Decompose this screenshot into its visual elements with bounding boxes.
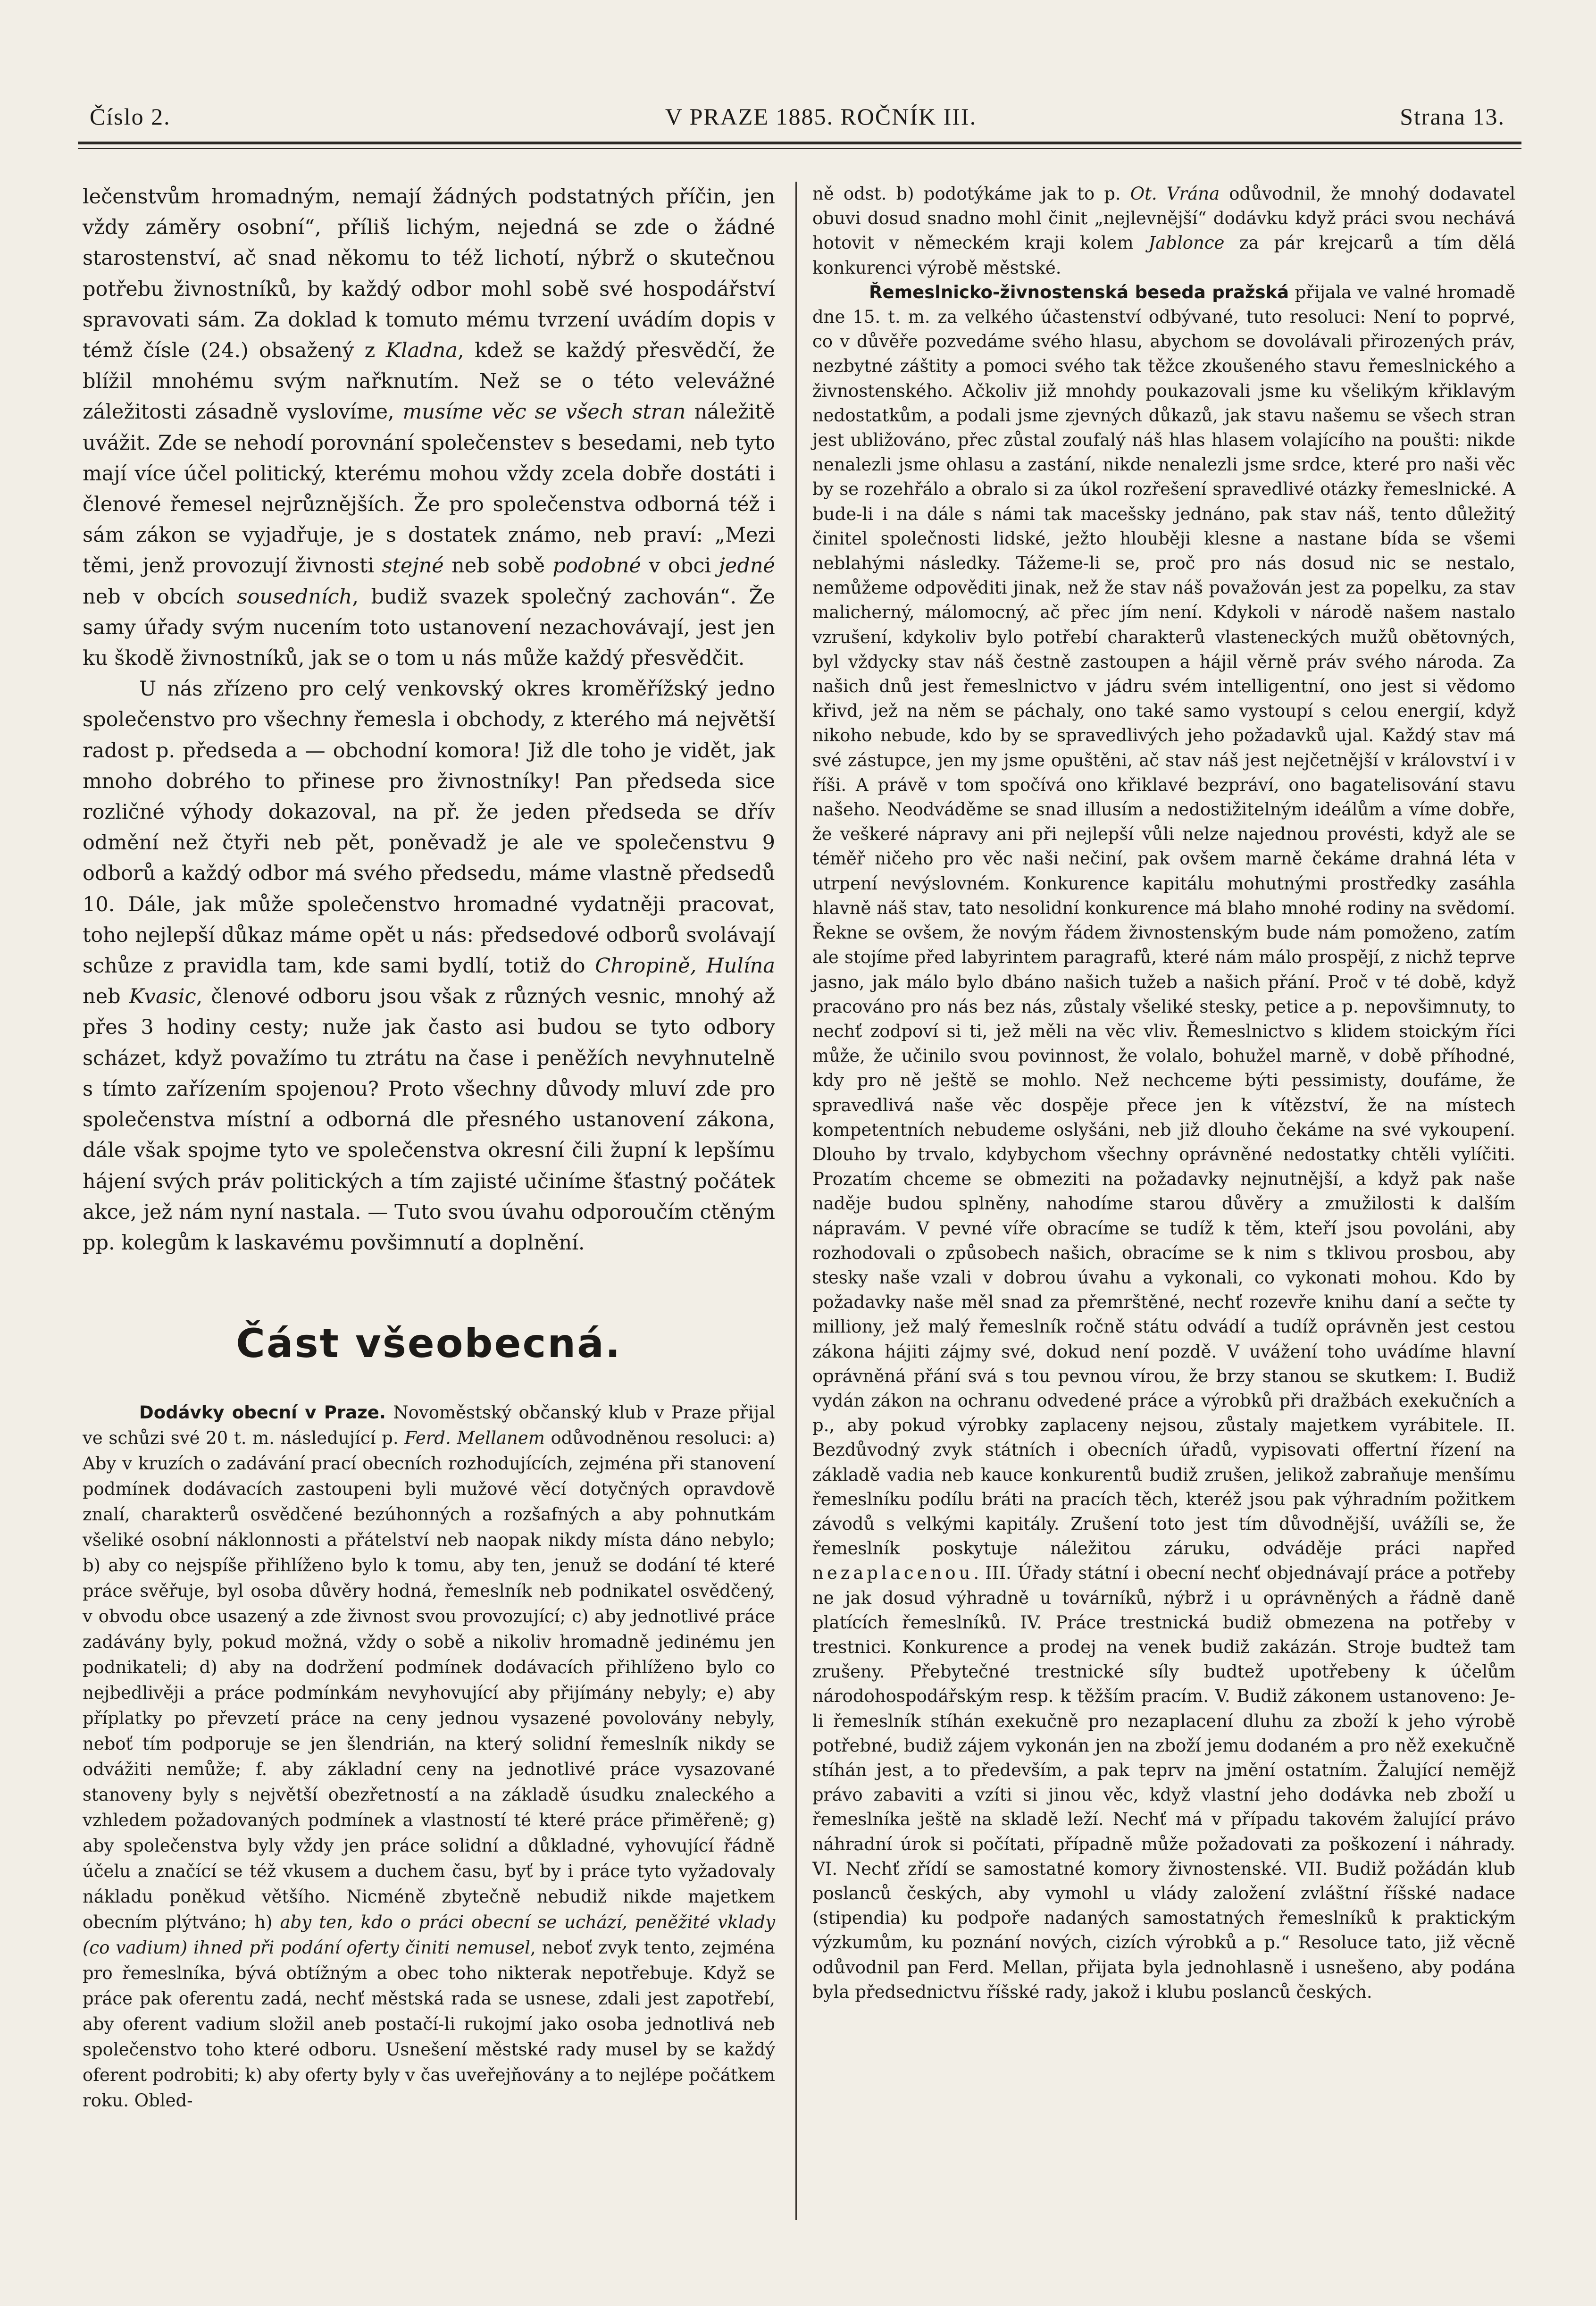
italic-run: Jablonce (1148, 233, 1225, 253)
italic-run: musíme věc se všech stran (402, 400, 686, 424)
italic-run: Kvasic (129, 985, 196, 1009)
issue-number: Číslo 2. (90, 103, 171, 130)
italic-run: sousedních (237, 585, 352, 609)
header-rule-thin (78, 148, 1521, 149)
italic-run: Kladna (385, 339, 458, 363)
page-number: Strana 13. (1400, 103, 1505, 130)
spaced-run: nezaplacenou (812, 1563, 974, 1584)
left-column (83, 182, 775, 2113)
text-run: , neboť zvyk tento, zejména pro řemeslníka, bývá obtížným a obec toho nikterak nepotřebuje. Když se práce pak oferentu zadá, nechť městská rada se usnese, zdali jest zapotřebí, aby oferent vadium složil aneb postačí-li rukojmí jako osoba jednotlivá neb společenstvo toho které odboru. Usnešení městské rady musel by se každý oferent podrobiti; k) aby oferty byly v čas uveřejňovány a to nejlépe počátkem roku. Obled- (83, 1937, 775, 2111)
column-divider (795, 182, 797, 2220)
article-lead: Řemeslnicko-živnostenská beseda pražská (869, 282, 1289, 302)
text-run: náležitě uvážit. Zde se nehodí porovnání společenstev s besedami, neb tyto mají více účel politický, kterému mohou vždy zcela dobře dostáti i členové řemesel nejrůznějších. Že pro společenstva odborná též i sám zákon se vyjadřuje, je s dostatek známo, neb praví: „Mezi těmi, jenž provozují živnosti (83, 400, 775, 578)
text-run: v obci (641, 554, 719, 578)
article-lead: Dodávky obecní v Praze. (139, 1402, 386, 1423)
text-run: neb v obcích (83, 585, 237, 609)
italic-run: Ferd. Mellanem (404, 1428, 545, 1449)
page-header (90, 103, 1505, 136)
left-paragraph-2 (83, 674, 775, 1258)
section-heading: Část všeobecná. (236, 1320, 622, 1367)
left-paragraph-1 (83, 182, 775, 674)
italic-run: aby ten, kdo o práci obecní se uchází, peněžité vklady (co vadium) ihned při podání oferty činiti nemusel (83, 1912, 775, 1958)
italic-run: stejné (382, 554, 444, 578)
text-run: lečenstvům hromadným, nemají žádných podstatných příčin, jen vždy záměry osobní“, příliš lichým, nejedná se zde o žádné starostenství, ač snad někomu to též lichotí, nýbrž o skutečnou potřebu živnostníků, by každý odbor mohl sobě své hospodářství spravovati sám. Za doklad k tomuto mému tvrzení uvádím dopis v témž čísle (24.) obsažený z (83, 185, 775, 363)
text-run: neb sobě (443, 554, 553, 578)
right-column (812, 182, 1515, 2004)
text-run: , budiž svazek společný zachován“. Že samy úřady svým nucením toto ustanovení nezachovávají, jest jen ku škodě živnostníků, jak se o tom u nás může každý přesvědčit. (83, 585, 775, 671)
text-run: neb (83, 985, 129, 1009)
italic-run: jedné (719, 554, 775, 578)
text-run: . III. Úřady státní i obecní nechť objednávají práce a potřeby ne jak dosud výhradně u továrníků, nýbrž i u oprávněných a řádně daně platících řemeslníků. IV. Práce trestnická budiž obmezena na potřeby v trestnici. Konkurence a prodej na venek budiž zakázán. Stroje budtež tam zrušeny. Přebytečné trestnické síly budtež upotřebeny k účelům národohospodářským resp. k těžším pracím. V. Budiž zákonem ustanoveno: Je-li řemeslník stíhán exekučně pro nezaplacení dluhu za zboží k jeho výrobě potřebné, budiž zájem vykonán jen na zboží jemu dodaném a pro něž exekučně stíhán jest, a to především, a pak teprv na jmění ostatním. Žalující nemějž právo zabaviti a vzíti si jinou věc, když vlastní jeho dodávka neb zboží u řemeslníka ještě na skladě leží. Nechť má v případu takovém žalující právo náhradní úrok si počítati, případně může požadovati za poškození i náhrady. VI. Nechť zřídí se samostatné komory živnostenské. VII. Budiž požádán klub poslanců českých, aby vymohl u vlády založení zvláštní říšské nadace (stipendia) ku podpoře nadaných samostatných řemeslníků k praktickým výzkumům, ku poznání nových, cizích výrobků a p.“ Resoluce tato, již věcně odůvodnil pan Ferd. Mellan, přijata byla jednohlasně i usnešeno, aby podána byla předsednictvu říšské rady, jakož i klubu poslanců českých. (812, 1563, 1515, 2002)
text-run: za pár krejcarů a tím dělá konkurenci výrobě městské. (812, 233, 1515, 278)
right-paragraph-2 (812, 280, 1515, 2004)
text-run: U nás zřízeno pro celý venkovský okres kroměřížský jedno společenstvo pro všechny řemesla i obchody, z kterého má největší radost p. předseda a — obchodní komora! Již dle toho je vidět, jak mnoho dobrého to přinese pro živnostníky! Pan předseda sice rozličné výhody dokazoval, na př. že jeden předseda se dřív odmění než čtyři neb pět, poněvadž je ale ve společenstvu 9 odborů a každý odbor má svého předsedu, máme vlastně předsedů 10. Dále, jak může společenstvo hromadné vydatněji pracovat, toho nejlepší důkaz máme opět u nás: předsedové odborů svolávají schůze z pravidla tam, kde sami bydlí, totiž do (83, 677, 775, 978)
text-run: ně odst. b) podotýkáme jak to p. (812, 184, 1130, 204)
right-paragraph-1 (812, 182, 1515, 280)
place-year-volume: V PRAZE 1885. ROČNÍK III. (665, 103, 977, 130)
italic-run: Chropině, Hulína (595, 954, 775, 978)
italic-run: Ot. Vrána (1130, 184, 1220, 204)
text-run: přijala ve valné hromadě dne 15. t. m. za velkého účastenství odbývané, tuto resoluci: Není to poprvé, co v důvěře pozvedáme svého hlasu, abychom se dovolávali přirozených práv, nezbytné záštity a pomoci svého tak těžce zkoušeného stavu řemeslnického a živnostenského. Ačkoliv již mnohdy poukazovali jsme ku všelikým křiklavým nedostatkům, a podali jsme zjevných důkazů, jak stavu našemu se všech stran jest ubližováno, přec zůstal zoufalý náš hlas hlasem volajícího na poušti: nikde nenalezli jsme ohlasu a zastání, nikde nenalezli jsme srdce, které pro naši věc by se rozehřálo a obralo si za úkol rozřešení spravedlivé otázky řemeslnické. A bude-li i na dále s námi tak macešsky jednáno, pak stav náš, tento důležitý činitel společnosti lidské, ježto hlouběji klesne a nastane bída se všemi neblahými následky. Tážeme-li se, proč pro nás dosud nic se nestalo, nemůžeme odpověditi jinak, než že stav náš považován jest za popelku, za stav malicherný, málomocný, ač přec jím není. Kdykoli v národě našem nastalo vzrušení, kdykoliv bylo potřebí charakterů vlasteneckých mužů obětovných, byl vždycky stav náš čestně zastoupen a hájil věrně práv svého národa. Za našich dnů jest řemeslnictvo v jádru svém intelligentní, ono jest si vědomo křivd, jež na něm se páchaly, ono také samo vystoupí s celou energií, když nikoho nebude, kdo by se spravedlivých jeho požadavků ujal. Každý stav má své zástupce, jen my jsme opuštěni, ač stav náš jest nejčetnější v království i v říši. A právě v tom spočívá ono křiklavé bezpráví, ono bagatelisování stavu našeho. Neodváděme se snad illusím a nedostižitelným ideálům a víme dobře, že veškeré nápravy ani při nejlepší vůli nelze najednou provésti, když ale se téměř ničeho pro věc naši nečiní, pak ovšem marně čekáme drahná léta v utrpení nevýslovném. Konkurence kapitálu mohutnými prostředky zasáhla hlavně náš stav, tato nesolidní konkurence má blaho mnohé rodiny na svědomí. Řekne se ovšem, že novým řádem živnostenským bude nám pomoženo, zatím ale stojíme před labyrintem paragrafů, které nám málo prospějí, z nichž teprve jasno, jak málo bylo dbáno našich tužeb a našich přání. Proč v té době, když pracováno pro nás bez nás, zůstaly všeliké stesky, petice a p. nepovšimnuty, to nechť zodpoví si ti, jež měli na věc vliv. Řemeslnictvo s klidem stoickým říci může, že učinilo svou povinnost, že volalo, bohužel marně, v době příhodné, kdy pro ně ještě se mohlo. Než nechceme býti pessimisty, doufáme, že spravedlivá naše věc dospěje přece jen k vítězství, že na místech kompetentních nebudeme oslyšáni, neb již dlouho čekáme na své vykoupení. Dlouho by trvalo, kdybychom všechny oprávněné nedostatky chtěli vylíčiti. Prozatím chceme se obmeziti na požadavky nejnutnější, a když pak naše naděje budou splněny, nahodíme starou důvěry a zmužilosti k dalším nápravám. V pevné víře obracíme se tudíž k těm, kteří jsou povoláni, aby rozhodovali o způsobech našich, obracíme se k nim s tklivou prosbou, aby stesky naše vzali v dobrou úvahu a vykonali, co vykonati mohou. Kdo by požadavky naše měl snad za přemrštěné, nechť rozevře knihu daní a sečte ty milliony, jež malý řemeslník ročně státu odvádí a tudíž oprávněn jest cestou zákona hájiti zájmy své, dokud není pozdě. V uvážení toho uvádíme hlavní oprávněná přání svá s tou pevnou vírou, že brzy stanou se skutkem: I. Budiž vydán zákon na ochranu odvedené práce a výrobků při dražbách exekučních a p., aby pokud výrobky zaplaceny nejsou, zůstaly majetkem vyrábitele. II. Bezdůvodný zvyk státních i obecních úřadů, vypisovati offertní řízení na základě vadia neb kauce konkurentů budiž zrušen, jelikož zabraňuje menšímu řemeslníku podílu bráti na pracích těch, kteréž jsou pak výhradním požitkem závodů s velkými kapitály. Zrušení toto jest tím důvodnější, uvážíli se, že řemeslník poskytuje náležitou záruku, odváděje práci napřed (812, 282, 1515, 1559)
text-run: , kdež se každý přesvědčí, že blížil mnohému svým nařknutím. Než se o této velevážné záležitosti zásadně vyslovíme, (83, 339, 775, 424)
text-run: Novoměstský občanský klub v Praze přijal ve schůzi své 20 t. m. následující p. (83, 1402, 775, 1449)
italic-run: podobné (552, 554, 641, 578)
left-paragraph-3 (83, 1400, 775, 2113)
header-rule-thick (78, 142, 1521, 144)
text-run: odůvodněnou resoluci: a) Aby v kruzích o zadávání prací obecních rozhodujících, zejména při stanovení podmínek dodávacích zastoupeni byli mužové věcí dotyčných opravdově znalí, charakterů osvědčené bezúhonných a rozšafných a aby pohnutkám všeliké osobní náklonnosti a přátelství neb naopak nikdy místa dáno nebylo; b) aby co nejspíše přihlíženo bylo k tomu, aby ten, jenuž se dodání té které práce svěřuje, byl osoba důvěry hodná, řemeslník neb podnikatel osvědčený, v obvodu obce usazený a zde živnost svou provozující; c) aby jednotlivé práce zadávány byly, pokud možná, vždy o sobě a nikoliv hromadně jedinému jen podnikateli; d) aby na dodržení podmínek dodávacích přihlíženo bylo co nejbedlivěji a práce podmínkám nevyhovující aby přijímány nebyly; e) aby příplatky po převzetí práce na ceny jednou vysazené povolovány nebyly, neboť tím podporuje se jen šlendrián, na který solidní řemeslník nikdy se odvážiti nemůže; f. aby základní ceny na jednotlivé práce vysazované stanoveny byly s největší obezřetností a na základě úsudku znaleckého a vzhledem požadovaných podmínek a vlastností té které práce přiměřeně; g) aby společenstva byly vždy jen práce solidní a důkladné, vyhovující řádně účelu a značící se též vkusem a duchem času, byť by i práce tyto vyžadovaly nákladu poněkud většího. Nicméně zbytečně nebudiž nikde majetkem obecním plýtváno; h) (83, 1428, 776, 1933)
text-run: , členové odboru jsou však z různých vesnic, mnohý až přes 3 hodiny cesty; nuže jak často asi budou se tyto odbory scházet, když považímo tu ztrátu na čase i peněžích nevyhnutelně s tímto zařízením spojenou? Proto všechny důvody mluví zde pro společenstva místní a odborná dle přesného ustanovení zákona, dále však spojme tyto ve společenstva okresní čili župní k lepšímu hájení svých práv politických a tím zajisté učiníme šťastný počátek akce, jež nám nyní nastala. — Tuto svou úvahu odporoučím ctěným pp. kolegům k laskavému povšimnutí a doplnění. (83, 985, 775, 1255)
text-run: odůvodnil, že mnohý dodavatel obuvi dosud snadno mohl činit „nejlevnější“ dodávku když práci svou nechává hotovit v německém kraji kolem (812, 184, 1515, 253)
